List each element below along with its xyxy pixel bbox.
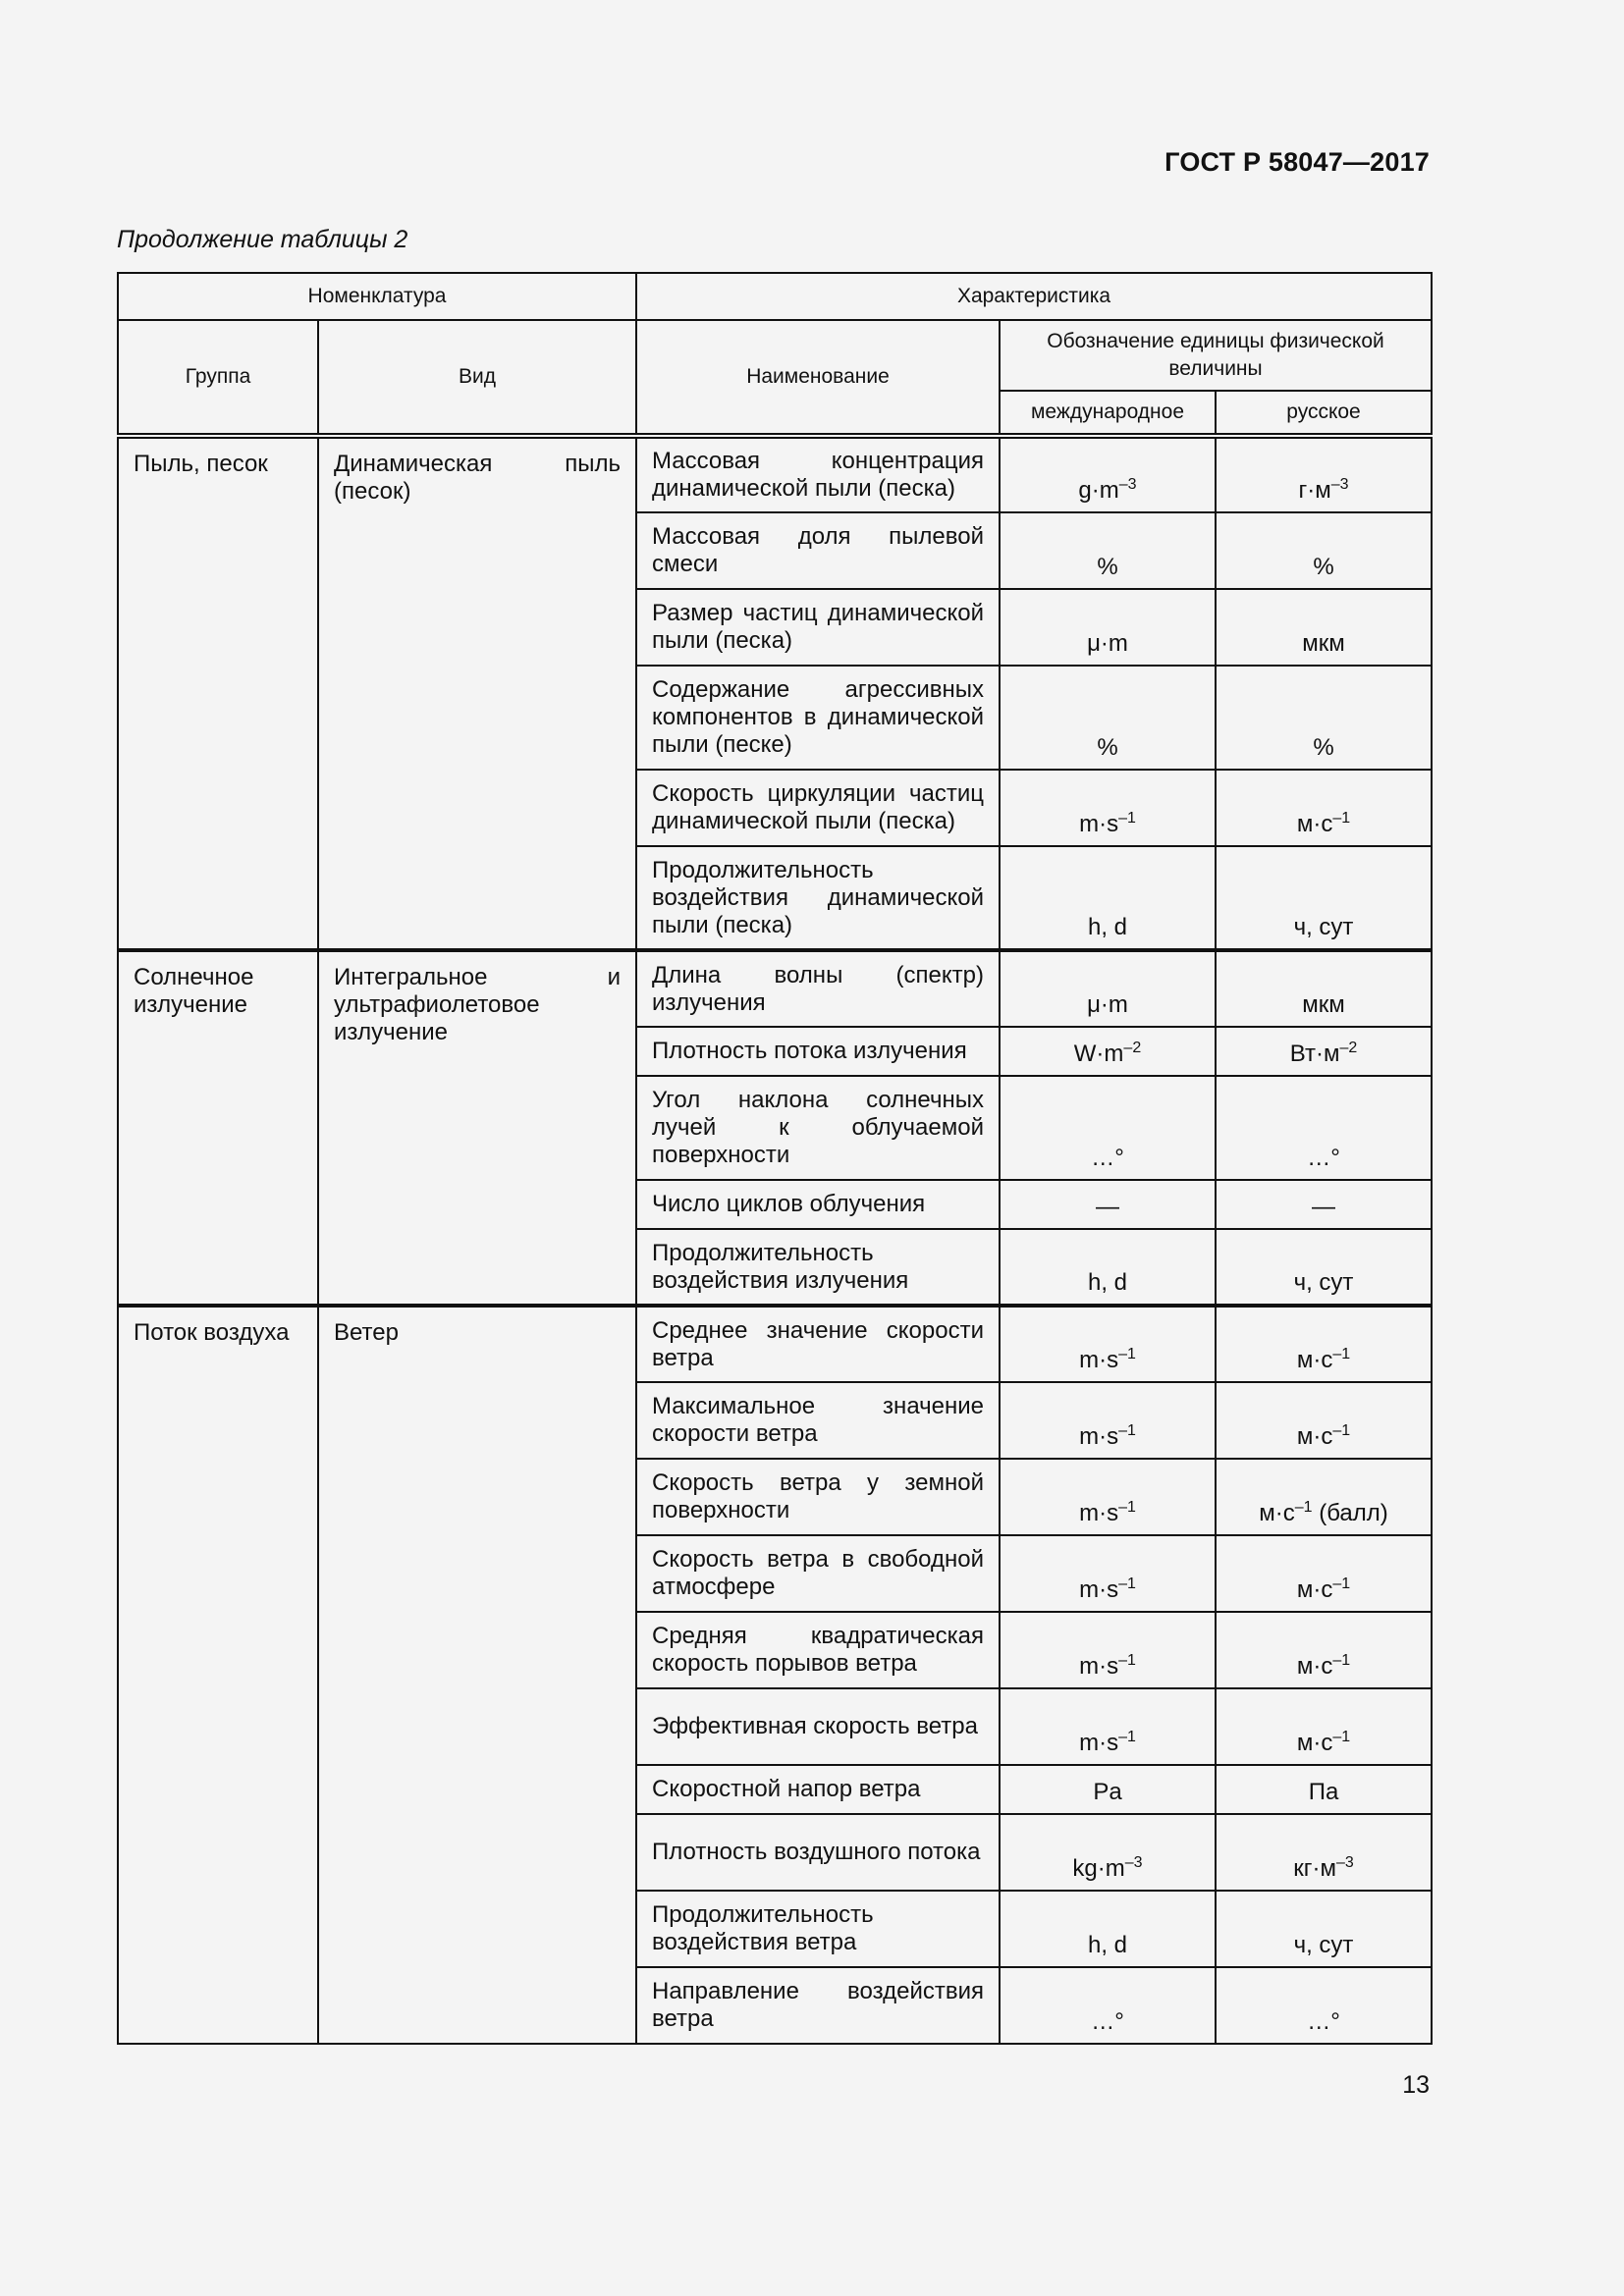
parameter-name-cell: Средняя квадратическая скорость порывов ветра (636, 1612, 1000, 1688)
unit-exponent: –1 (1118, 1729, 1136, 1745)
table-row (118, 436, 1432, 512)
unit-exponent: –2 (1339, 1040, 1358, 1056)
header-name: Наименование (636, 320, 1000, 436)
international-unit-cell (1000, 1306, 1216, 1382)
unit-exponent: –1 (1332, 1575, 1351, 1592)
kind-cell: Интегральное и ультрафиолетовое излучение (318, 950, 636, 1306)
parameter-name-cell: Эффективная скорость ветра (636, 1688, 1000, 1765)
unit-base: — (1312, 1194, 1335, 1220)
header-russian: русское (1216, 391, 1432, 436)
parameter-name-cell: Максимальное значение скорости ветра (636, 1382, 1000, 1459)
international-unit-cell (1000, 1967, 1216, 2044)
international-unit-cell (1000, 1891, 1216, 1967)
unit-exponent: –1 (1332, 1729, 1351, 1745)
table-row (118, 1306, 1432, 1382)
unit-base: W·m (1073, 1041, 1124, 1067)
unit-base: м·с (1259, 1500, 1295, 1526)
header-kind: Вид (318, 320, 636, 436)
unit-exponent: –1 (1118, 1499, 1136, 1516)
parameter-name-cell: Скорость ветра у земной поверхности (636, 1459, 1000, 1535)
unit-exponent: –1 (1332, 1652, 1351, 1669)
international-unit-cell (1000, 1535, 1216, 1612)
international-unit-cell (1000, 1229, 1216, 1306)
unit-base: …° (1091, 2008, 1124, 2035)
unit-base: % (1313, 734, 1334, 761)
international-unit-cell (1000, 1688, 1216, 1765)
international-unit-cell (1000, 1612, 1216, 1688)
parameter-name-cell: Скорость ветра в свободной атмосфере (636, 1535, 1000, 1612)
unit-exponent: –1 (1118, 1652, 1136, 1669)
international-unit-cell (1000, 1180, 1216, 1229)
russian-unit-cell (1216, 1076, 1432, 1180)
header-nomenclature: Номенклатура (118, 273, 636, 320)
unit-exponent: –1 (1332, 1346, 1351, 1362)
unit-exponent: –1 (1118, 1346, 1136, 1362)
unit-base: ч, сут (1293, 914, 1354, 940)
russian-unit-cell (1216, 1891, 1432, 1967)
unit-exponent: –3 (1124, 1854, 1143, 1871)
group-cell: Солнечное излучение (118, 950, 318, 1306)
russian-unit-cell (1216, 1382, 1432, 1459)
russian-unit-cell (1216, 1180, 1432, 1229)
russian-unit-cell (1216, 1229, 1432, 1306)
unit-exponent: –1 (1118, 1575, 1136, 1592)
unit-base: h, d (1087, 914, 1128, 940)
parameter-name-cell: Содержание агрессивных компонентов в динамической пыли (песке) (636, 666, 1000, 770)
unit-base: м·с (1296, 1576, 1333, 1603)
russian-unit-cell (1216, 1612, 1432, 1688)
unit-exponent: –3 (1335, 1854, 1354, 1871)
russian-unit-cell (1216, 1027, 1432, 1076)
unit-base: кг·м (1293, 1855, 1336, 1882)
unit-base: μ·m (1087, 991, 1128, 1018)
russian-unit-cell (1216, 436, 1432, 512)
parameter-name-cell: Продолжительность воздействия ветра (636, 1891, 1000, 1967)
table-header (118, 273, 1432, 436)
unit-base: ч, сут (1293, 1932, 1354, 1958)
international-unit-cell (1000, 1076, 1216, 1180)
group-cell: Поток воздуха (118, 1306, 318, 2044)
parameter-name-cell: Массовая доля пылевой смеси (636, 512, 1000, 589)
international-unit-cell (1000, 846, 1216, 950)
unit-base: m·s (1079, 1500, 1119, 1526)
unit-base: мкм (1302, 991, 1345, 1018)
russian-unit-cell (1216, 770, 1432, 846)
unit-base: …° (1091, 1145, 1124, 1171)
kind-cell: Ветер (318, 1306, 636, 2044)
parameter-name-cell: Скоростной напор ветра (636, 1765, 1000, 1814)
unit-base: m·s (1079, 1423, 1119, 1450)
unit-base: Pa (1093, 1779, 1122, 1805)
unit-exponent: –1 (1118, 1422, 1136, 1439)
document-code: ГОСТ Р 58047—2017 (1164, 147, 1430, 177)
unit-base: kg·m (1072, 1855, 1125, 1882)
russian-unit-cell (1216, 589, 1432, 666)
header-group: Группа (118, 320, 318, 436)
parameter-name-cell: Число циклов облучения (636, 1180, 1000, 1229)
page-number: 13 (1402, 2071, 1430, 2099)
parameter-name-cell: Угол наклона солнечных лучей к облучаемой поверхности (636, 1076, 1000, 1180)
header-unit-designation: Обозначение единицы физической величины (1000, 320, 1432, 391)
unit-base: m·s (1079, 1576, 1119, 1603)
unit-base: m·s (1079, 1653, 1119, 1680)
unit-exponent: –1 (1332, 810, 1351, 827)
unit-base: м·с (1296, 1347, 1333, 1373)
unit-base: м·с (1296, 811, 1333, 837)
russian-unit-cell (1216, 1967, 1432, 2044)
unit-exponent: –1 (1118, 810, 1136, 827)
unit-exponent: –3 (1330, 476, 1349, 493)
parameter-name-cell: Продолжительность воздействия излучения (636, 1229, 1000, 1306)
parameter-name-cell: Направление воздействия ветра (636, 1967, 1000, 2044)
russian-unit-cell (1216, 1765, 1432, 1814)
parameter-name-cell: Плотность воздушного потока (636, 1814, 1000, 1891)
international-unit-cell (1000, 950, 1216, 1027)
international-unit-cell (1000, 436, 1216, 512)
international-unit-cell (1000, 589, 1216, 666)
unit-base: h, d (1087, 1932, 1128, 1958)
russian-unit-cell (1216, 1306, 1432, 1382)
unit-base: — (1096, 1194, 1119, 1220)
header-international: международное (1000, 391, 1216, 436)
russian-unit-cell (1216, 950, 1432, 1027)
unit-base: % (1097, 554, 1118, 580)
russian-unit-cell (1216, 512, 1432, 589)
unit-base: Вт·м (1289, 1041, 1340, 1067)
unit-base: % (1097, 734, 1118, 761)
russian-unit-cell (1216, 1688, 1432, 1765)
unit-base: …° (1307, 2008, 1340, 2035)
parameter-name-cell: Длина волны (спектр) излучения (636, 950, 1000, 1027)
unit-base: m·s (1079, 1730, 1119, 1756)
international-unit-cell (1000, 770, 1216, 846)
russian-unit-cell (1216, 666, 1432, 770)
russian-unit-cell (1216, 1459, 1432, 1535)
international-unit-cell (1000, 1765, 1216, 1814)
unit-base: h, d (1087, 1269, 1128, 1296)
international-unit-cell (1000, 1027, 1216, 1076)
unit-base: m·s (1079, 1347, 1119, 1373)
international-unit-cell (1000, 666, 1216, 770)
parameter-name-cell: Среднее значение скорости ветра (636, 1306, 1000, 1382)
russian-unit-cell (1216, 1814, 1432, 1891)
unit-note: (балл) (1312, 1500, 1388, 1526)
table-caption: Продолжение таблицы 2 (117, 226, 408, 253)
parameter-name-cell: Массовая концентрация динамической пыли (песка) (636, 436, 1000, 512)
table-row (118, 950, 1432, 1027)
parameter-name-cell: Плотность потока излучения (636, 1027, 1000, 1076)
parameter-name-cell: Продолжительность воздействия динамической пыли (песка) (636, 846, 1000, 950)
unit-base: μ·m (1087, 630, 1128, 657)
unit-base: м·с (1296, 1653, 1333, 1680)
unit-base: ч, сут (1293, 1269, 1354, 1296)
group-cell: Пыль, песок (118, 436, 318, 950)
russian-unit-cell (1216, 1535, 1432, 1612)
international-unit-cell (1000, 1382, 1216, 1459)
unit-base: % (1313, 554, 1334, 580)
header-characteristic: Характеристика (636, 273, 1432, 320)
international-unit-cell (1000, 512, 1216, 589)
unit-base: g·m (1078, 477, 1119, 504)
parameter-name-cell: Размер частиц динамической пыли (песка) (636, 589, 1000, 666)
international-unit-cell (1000, 1459, 1216, 1535)
unit-exponent: –3 (1118, 476, 1137, 493)
unit-base: г·м (1298, 477, 1331, 504)
unit-exponent: –1 (1294, 1499, 1313, 1516)
unit-base: мкм (1302, 630, 1345, 657)
international-unit-cell (1000, 1814, 1216, 1891)
unit-base: m·s (1079, 811, 1119, 837)
data-table (117, 272, 1433, 2045)
unit-base: м·с (1296, 1423, 1333, 1450)
parameter-name-cell: Скорость циркуляции частиц динамической пыли (песка) (636, 770, 1000, 846)
unit-base: …° (1307, 1145, 1340, 1171)
unit-exponent: –1 (1332, 1422, 1351, 1439)
unit-base: Па (1308, 1779, 1339, 1805)
unit-base: м·с (1296, 1730, 1333, 1756)
russian-unit-cell (1216, 846, 1432, 950)
unit-exponent: –2 (1123, 1040, 1142, 1056)
kind-cell: Динамическая пыль (песок) (318, 436, 636, 950)
table-body (118, 436, 1432, 2044)
